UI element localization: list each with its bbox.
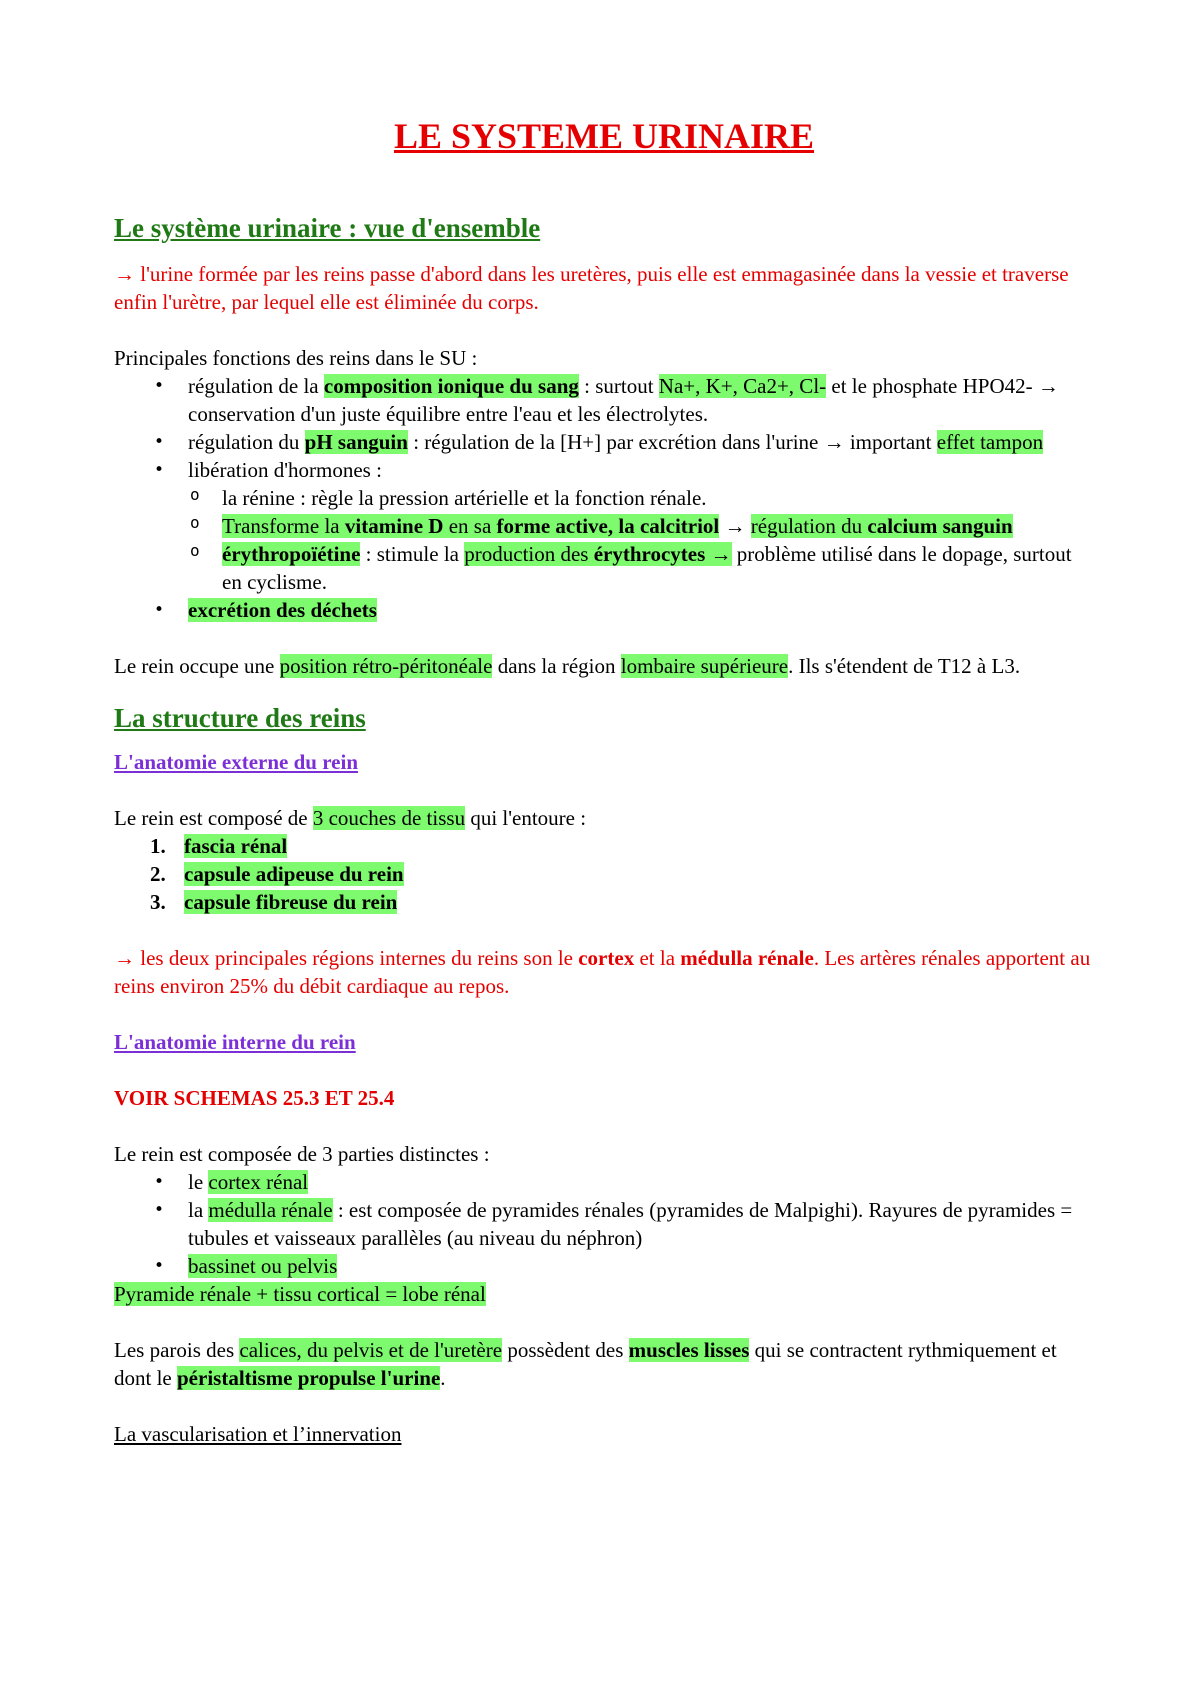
internal-regions-paragraph: → les deux principales régions internes du reins son le cortex et la médulla rénale. Les artères rénales apportent au reins environ 25% du débit cardiaque au repos. xyxy=(114,946,1091,998)
list-item: 1. fascia rénal xyxy=(150,834,288,858)
list-item: o Transforme la vitamine D en sa forme active, la calcitriol → régulation du calcium sanguin xyxy=(188,512,1094,540)
list-item: • le cortex rénal xyxy=(154,1168,1094,1196)
section-heading-overview: Le système urinaire : vue d'ensemble xyxy=(114,213,541,243)
see-diagrams-note: VOIR SCHEMAS 25.3 ET 25.4 xyxy=(114,1086,395,1110)
document-content xyxy=(114,108,1094,1448)
list-item: • excrétion des déchets xyxy=(154,596,1094,624)
list-item: • régulation du pH sanguin : régulation de la [H+] par excrétion dans l'urine → important effet tampon xyxy=(154,428,1094,456)
functions-list xyxy=(154,372,1094,624)
list-item: o la rénine : règle la pression artérielle et la fonction rénale. xyxy=(188,484,1094,512)
section-heading-structure: La structure des reins xyxy=(114,703,366,733)
functions-label: Principales fonctions des reins dans le SU : xyxy=(114,346,478,370)
list-item: • libération d'hormones : o la rénine : règle la pression artérielle et la fonction rénale. o Transforme la vitamine D en sa forme active, la calcitriol → régulation du calcium sanguin o érythropoïétine : stimule la production des érythrocytes → problème utilisé dans le dopage, surtout en cyclisme. xyxy=(154,456,1094,596)
list-item: o érythropoïétine : stimule la production des érythrocytes → problème utilisé dans le dopage, surtout en cyclisme. xyxy=(188,540,1094,596)
layers-paragraph: Le rein est composé de 3 couches de tissu qui l'entoure : xyxy=(114,806,587,830)
list-item: 2. capsule adipeuse du rein xyxy=(150,862,404,886)
list-item: • la médulla rénale : est composée de pyramides rénales (pyramides de Malpighi). Rayures de pyramides = tubules et vaisseaux parallèles (au niveau du néphron) xyxy=(154,1196,1094,1252)
list-item: • bassinet ou pelvis xyxy=(154,1252,1094,1280)
list-item: 3. capsule fibreuse du rein xyxy=(150,890,398,914)
parts-list xyxy=(154,1168,1094,1280)
parts-label: Le rein est composée de 3 parties distinctes : xyxy=(114,1142,490,1166)
document-title: LE SYSTEME URINAIRE xyxy=(393,116,815,156)
walls-paragraph: Les parois des calices, du pelvis et de l'uretère possèdent des muscles lisses qui se contractent rythmiquement et dont le péristaltisme propulse l'urine. xyxy=(114,1338,1057,1390)
kidney-position-paragraph: Le rein occupe une position rétro-péritonéale dans la région lombaire supérieure. Ils s'étendent de T12 à L3. xyxy=(114,654,1021,678)
lobe-definition: Pyramide rénale + tissu cortical = lobe rénal xyxy=(114,1282,486,1306)
subheading-internal-anatomy: L'anatomie interne du rein xyxy=(114,1030,356,1054)
subheading-vascularisation: La vascularisation et l’innervation xyxy=(114,1422,402,1446)
layers-list xyxy=(150,832,1094,916)
urine-path-paragraph: → l'urine formée par les reins passe d'abord dans les uretères, puis elle est emmagasinée dans la vessie et traverse enfin l'urètre, par lequel elle est éliminée du corps. xyxy=(114,262,1069,314)
list-item: • régulation de la composition ionique du sang : surtout Na+, K+, Ca2+, Cl- et le phosphate HPO42- → conservation d'un juste équilibre entre l'eau et les électrolytes. xyxy=(154,372,1094,428)
hormones-sublist xyxy=(188,484,1094,596)
subheading-external-anatomy: L'anatomie externe du rein xyxy=(114,750,359,774)
